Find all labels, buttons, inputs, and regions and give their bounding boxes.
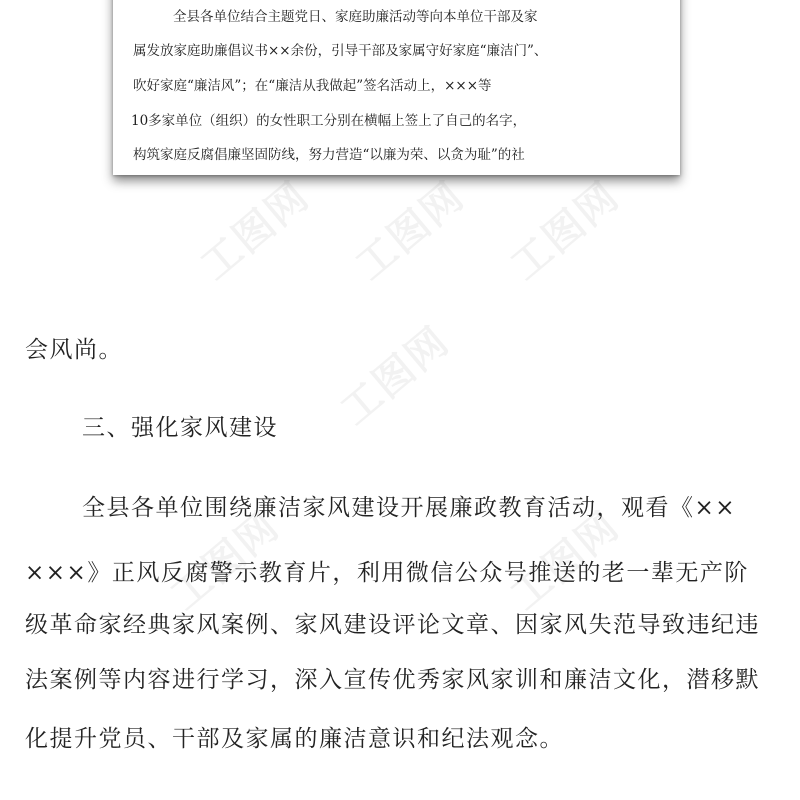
- watermark-text: 工图网: [162, 503, 289, 620]
- document-page-preview: [113, 0, 680, 175]
- watermark-text: 工图网: [347, 173, 474, 290]
- paragraph-line: 法案例等内容进行学习，深入宣传优秀家风家训和廉洁文化，潜移默: [25, 667, 760, 693]
- card-text-line: 10多家单位（组织）的女性职工分别在横幅上签上了自己的名字，: [131, 113, 527, 129]
- card-text-line: 属发放家庭助廉倡议书××余份，引导干部及家属守好家庭“廉洁门”、: [133, 43, 548, 59]
- paragraph-line: 化提升党员、干部及家属的廉洁意识和纪法观念。: [25, 726, 564, 752]
- card-text-line: 构筑家庭反腐倡廉坚固防线，努力营造“以廉为荣、以贪为耻”的社: [133, 147, 525, 163]
- watermark-text: 工图网: [502, 173, 629, 290]
- card-text-line: 全县各单位结合主题党日、家庭助廉活动等向本单位干部及家: [173, 9, 538, 25]
- paragraph-line: ×××》正风反腐警示教育片，利用微信公众号推送的老一辈无产阶: [25, 560, 749, 586]
- continuation-text: 会风尚。: [25, 337, 123, 363]
- section-heading: 三、强化家风建设: [82, 415, 278, 441]
- watermark-text: 工图网: [192, 173, 319, 290]
- paragraph-line: 级革命家经典家风案例、家风建设评论文章、因家风失范导致违纪违: [25, 612, 760, 638]
- paragraph-line: 全县各单位围绕廉洁家风建设开展廉政教育活动，观看《××: [82, 495, 737, 521]
- card-text-line: 吹好家庭“廉洁风”；在“廉洁从我做起”签名活动上，×××等: [133, 78, 492, 94]
- watermark-text: 工图网: [332, 318, 459, 435]
- watermark-text: 工图网: [502, 503, 629, 620]
